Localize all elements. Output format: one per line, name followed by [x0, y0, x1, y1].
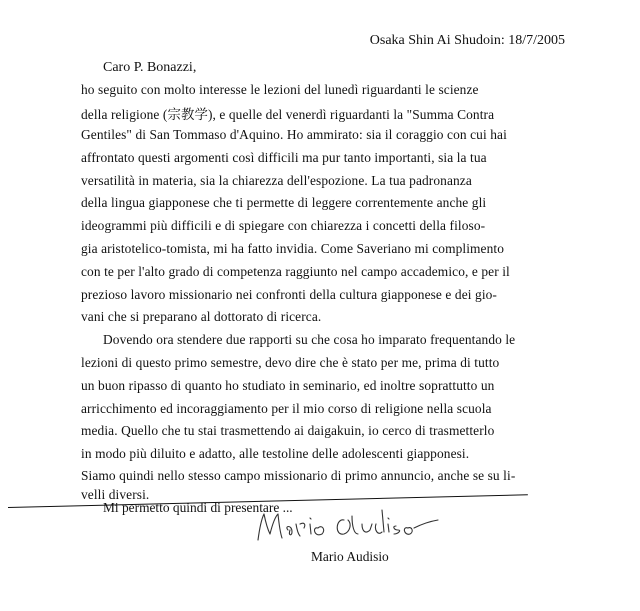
body-line: prezioso lavoro missionario nei confronti della cultura giapponese e dei gio- — [81, 287, 497, 302]
handwritten-signature — [248, 500, 448, 548]
body-line: gia aristotelico-tomista, mi ha fatto invidia. Come Saveriano mi complimento — [81, 241, 504, 256]
body-line: arricchimento ed incoraggiamento per il mio corso di religione nella scuola — [81, 401, 492, 416]
body-line: velli diversi. — [81, 487, 150, 502]
closing-line: Mi permetto quindi di presentare ... — [103, 500, 293, 515]
body-line: Gentiles" di San Tommaso d'Aquino. Ho ammirato: sia il coraggio con cui hai — [81, 127, 507, 142]
body-line: ideogrammi più difficili e di spiegare con chiarezza i concetti della filoso- — [81, 218, 486, 233]
place-date: Osaka Shin Ai Shudoin: 18/7/2005 — [369, 33, 565, 48]
body-line: media. Quello che tu stai trasmettendo ai daigakuin, io cerco di trasmetterlo — [81, 423, 495, 438]
body-line: Siamo quindi nello stesso campo missionario di primo annuncio, anche se su li- — [81, 468, 516, 483]
body-line: affrontato questi argomenti così difficili ma pur tanto importanti, sia la tua — [81, 150, 487, 165]
body-line: della religione (宗教学), e quelle del venerdì riguardanti la "Summa Contra — [81, 107, 495, 122]
body-line: versatilità in materia, sia la chiarezza dell'espozione. La tua padronanza — [81, 173, 472, 188]
body-line: lezioni di questo primo semestre, devo dire che è stato per me, prima di tutto — [81, 355, 500, 370]
body-line: un buon ripasso di quanto ho studiato in seminario, ed inoltre soprattutto un — [81, 378, 495, 393]
body-line: ho seguito con molto interesse le lezioni del lunedì riguardanti le scienze — [81, 82, 479, 97]
signer-name: Mario Audisio — [311, 549, 389, 564]
body-line: in modo più diluito e adatto, alle testoline delle adolescenti giapponesi. — [81, 446, 470, 461]
salutation: Caro P. Bonazzi, — [103, 60, 197, 75]
body-line: Dovendo ora stendere due rapporti su che cosa ho imparato frequentando le — [103, 332, 516, 347]
body-line: vani che si preparano al dottorato di ricerca. — [81, 309, 322, 324]
body-line: della lingua giapponese che ti permette di leggere correntemente anche gli — [81, 195, 487, 210]
body-line: con te per l'alto grado di competenza raggiunto nel campo accademico, e per il — [81, 264, 510, 279]
